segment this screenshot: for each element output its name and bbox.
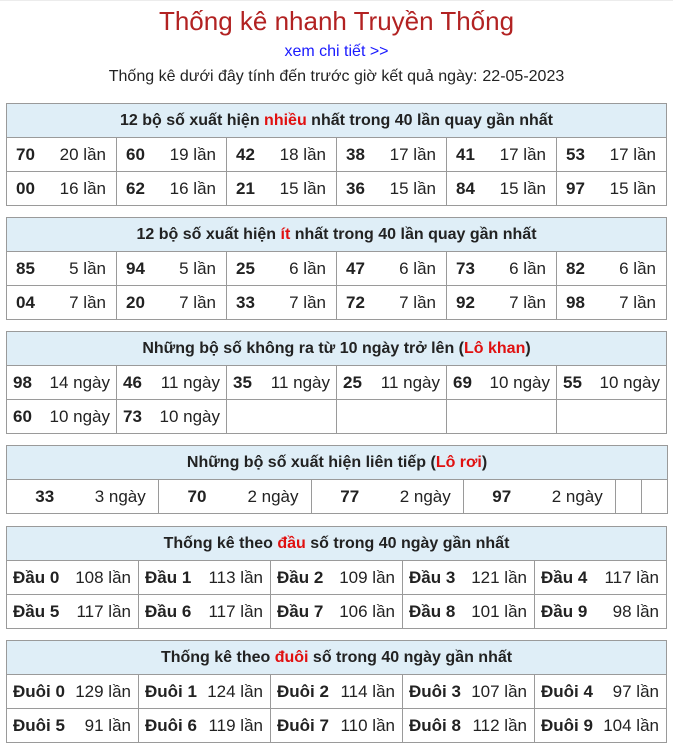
- count: 15 lần: [389, 178, 436, 198]
- stat-cell: [337, 286, 447, 320]
- number: 82: [566, 258, 585, 278]
- number: 77: [340, 486, 360, 506]
- stat-cell: [117, 400, 227, 434]
- digit-label: Đuôi 4: [541, 681, 593, 701]
- count: 7 lần: [179, 292, 216, 312]
- header-text: Những bộ số không ra từ 10 ngày trở lên (: [142, 339, 464, 357]
- table-row: [7, 252, 667, 286]
- count: 129 lần: [75, 681, 131, 701]
- number: 84: [456, 178, 475, 198]
- stat-cell: [403, 595, 535, 629]
- stat-cell: [557, 286, 667, 320]
- digit-label: Đuôi 0: [13, 681, 65, 701]
- count: 16 lần: [59, 178, 106, 198]
- count: 6 lần: [399, 258, 436, 278]
- stat-cell: [271, 561, 403, 595]
- table-row: [7, 400, 667, 434]
- table-row: [7, 675, 667, 709]
- digit-label: Đầu 8: [409, 601, 456, 621]
- count: 11 ngày: [160, 372, 220, 392]
- number: 33: [236, 292, 255, 312]
- number: 98: [566, 292, 585, 312]
- head-digit-header: [7, 527, 667, 561]
- number: 36: [346, 178, 365, 198]
- header-text: 12 bộ số xuất hiện: [136, 225, 281, 243]
- stat-cell: [117, 172, 227, 206]
- count: 101 lần: [471, 601, 527, 621]
- header-highlight: đuôi: [274, 648, 309, 666]
- number: 62: [126, 178, 145, 198]
- stat-cell: [464, 480, 616, 514]
- stat-cell: [117, 138, 227, 172]
- count: 17 lần: [499, 144, 546, 164]
- head-digit-table: [6, 526, 667, 629]
- number: 72: [346, 292, 365, 312]
- stat-cell: [403, 675, 535, 709]
- stat-cell: [139, 675, 271, 709]
- stat-cell: [337, 252, 447, 286]
- view-details-link[interactable]: xem chi tiết >>: [284, 43, 389, 60]
- number: 69: [453, 372, 472, 392]
- tail-digit-header: [7, 641, 667, 675]
- number: 97: [566, 178, 585, 198]
- stat-cell: [337, 138, 447, 172]
- header-highlight: ít: [280, 225, 291, 243]
- header-text: số trong 40 ngày gần nhất: [305, 534, 510, 552]
- table-row: [7, 286, 667, 320]
- stat-cell: [557, 172, 667, 206]
- date-value: 22-05-2023: [482, 68, 565, 85]
- table-row: [7, 366, 667, 400]
- digit-label: Đầu 6: [145, 601, 192, 621]
- header-text: Thống kê theo: [160, 648, 275, 666]
- count: 91 lần: [84, 715, 131, 735]
- page-title: Thống kê nhanh Truyền Thống: [158, 6, 515, 36]
- stat-cell: [535, 595, 667, 629]
- number: 46: [123, 372, 142, 392]
- digit-label: Đầu 0: [13, 567, 60, 587]
- stat-cell: [337, 366, 447, 400]
- stat-cell: [7, 675, 139, 709]
- stat-cell: [557, 138, 667, 172]
- digit-label: Đầu 5: [13, 601, 60, 621]
- stat-cell: [139, 561, 271, 595]
- stat-cell: [403, 561, 535, 595]
- count: 124 lần: [207, 681, 263, 701]
- stat-cell: [535, 561, 667, 595]
- stat-cell: [447, 366, 557, 400]
- digit-label: Đầu 2: [277, 567, 324, 587]
- number: 98: [13, 372, 32, 392]
- digit-label: Đuôi 3: [409, 681, 461, 701]
- stat-cell: [403, 709, 535, 743]
- digit-label: Đuôi 7: [277, 715, 329, 735]
- header-highlight: Lô rơi: [435, 453, 482, 471]
- stat-cell: [7, 286, 117, 320]
- tail-digit-table: [6, 640, 667, 743]
- count: 2 ngày: [247, 486, 299, 506]
- number: 04: [16, 292, 35, 312]
- count: 11 ngày: [380, 372, 440, 392]
- count: 10 ngày: [159, 406, 220, 426]
- digit-label: Đuôi 6: [145, 715, 197, 735]
- empty-cell: [447, 400, 557, 434]
- number: 55: [563, 372, 582, 392]
- number: 33: [35, 486, 55, 506]
- digit-label: Đầu 3: [409, 567, 456, 587]
- count: 15 lần: [499, 178, 546, 198]
- count: 98 lần: [612, 601, 659, 621]
- number: 25: [236, 258, 255, 278]
- count: 14 ngày: [49, 372, 110, 392]
- number: 97: [492, 486, 512, 506]
- table-row: [7, 138, 667, 172]
- count: 6 lần: [289, 258, 326, 278]
- number: 73: [123, 406, 142, 426]
- digit-label: Đầu 4: [541, 567, 588, 587]
- count: 108 lần: [75, 567, 131, 587]
- stat-cell: [337, 172, 447, 206]
- number: 53: [566, 144, 585, 164]
- stat-cell: [7, 595, 139, 629]
- count: 17 lần: [609, 144, 656, 164]
- empty-cell: [227, 400, 337, 434]
- count: 18 lần: [279, 144, 326, 164]
- number: 94: [126, 258, 145, 278]
- table-row: [7, 709, 667, 743]
- stat-cell: [117, 252, 227, 286]
- table-row: [7, 595, 667, 629]
- count: 106 lần: [339, 601, 395, 621]
- count: 5 lần: [69, 258, 106, 278]
- count: 97 lần: [612, 681, 659, 701]
- number: 41: [456, 144, 475, 164]
- header-text: ): [481, 453, 488, 471]
- stat-cell: [447, 286, 557, 320]
- number: 92: [456, 292, 475, 312]
- count: 7 lần: [69, 292, 106, 312]
- most-frequent-header: [7, 104, 667, 138]
- number: 60: [126, 144, 145, 164]
- stat-cell: [139, 709, 271, 743]
- date-line: [0, 68, 673, 86]
- count: 11 ngày: [270, 372, 330, 392]
- top-rule: [0, 0, 673, 1]
- header-text: Những bộ số xuất hiện liên tiếp (: [186, 453, 436, 471]
- number: 20: [126, 292, 145, 312]
- least-frequent-header: [7, 218, 667, 252]
- number: 21: [236, 178, 255, 198]
- count: 10 ngày: [49, 406, 110, 426]
- least-frequent-table: [6, 217, 667, 320]
- count: 2 ngày: [399, 486, 451, 506]
- header-text: Thống kê theo: [163, 534, 278, 552]
- count: 15 lần: [279, 178, 326, 198]
- count: 5 lần: [179, 258, 216, 278]
- stat-cell: [271, 709, 403, 743]
- count: 113 lần: [208, 567, 263, 587]
- empty-cell: [557, 400, 667, 434]
- number: 00: [16, 178, 35, 198]
- most-frequent-table: [6, 103, 667, 206]
- digit-label: Đầu 7: [277, 601, 324, 621]
- stat-cell: [447, 252, 557, 286]
- stat-cell: [447, 138, 557, 172]
- stat-cell: [312, 480, 464, 514]
- number: 70: [187, 486, 207, 506]
- stat-cell: [117, 366, 227, 400]
- stat-cell: [227, 252, 337, 286]
- header-highlight: đầu: [277, 534, 306, 552]
- count: 15 lần: [609, 178, 656, 198]
- stat-cell: [535, 709, 667, 743]
- stat-cell: [7, 709, 139, 743]
- count: 110 lần: [340, 715, 395, 735]
- stat-cell: [139, 595, 271, 629]
- table-row: [7, 172, 667, 206]
- count: 7 lần: [619, 292, 656, 312]
- number: 47: [346, 258, 365, 278]
- digit-label: Đuôi 8: [409, 715, 461, 735]
- header-text: nhất trong 40 lần quay gần nhất: [290, 225, 537, 243]
- number: 25: [343, 372, 362, 392]
- count: 7 lần: [289, 292, 326, 312]
- lo-roi-table: [6, 445, 668, 514]
- header-highlight: Lô khan: [464, 339, 526, 357]
- number: 35: [233, 372, 252, 392]
- digit-label: Đuôi 2: [277, 681, 329, 701]
- digit-label: Đầu 1: [145, 567, 192, 587]
- table-row: [7, 561, 667, 595]
- stat-cell: [271, 675, 403, 709]
- number: 60: [13, 406, 32, 426]
- number: 73: [456, 258, 475, 278]
- count: 117 lần: [208, 601, 263, 621]
- stat-cell: [227, 172, 337, 206]
- count: 119 lần: [208, 715, 263, 735]
- stat-cell: [557, 366, 667, 400]
- count: 7 lần: [399, 292, 436, 312]
- count: 17 lần: [389, 144, 436, 164]
- count: 10 ngày: [599, 372, 660, 392]
- header-text: 12 bộ số xuất hiện: [120, 111, 265, 129]
- count: 20 lần: [59, 144, 106, 164]
- count: 6 lần: [619, 258, 656, 278]
- count: 19 lần: [169, 144, 216, 164]
- lo-khan-table: [6, 331, 667, 434]
- count: 2 ngày: [551, 486, 603, 506]
- empty-cell: [616, 480, 642, 514]
- digit-label: Đuôi 5: [13, 715, 65, 735]
- header-text: nhất trong 40 lần quay gần nhất: [306, 111, 553, 129]
- lo-khan-header: [7, 332, 667, 366]
- stat-cell: [271, 595, 403, 629]
- count: 104 lần: [603, 715, 659, 735]
- header-text: số trong 40 ngày gần nhất: [308, 648, 513, 666]
- date-label: Thống kê dưới đây tính đến trước giờ kết quả ngày:: [108, 68, 478, 85]
- count: 114 lần: [340, 681, 395, 701]
- number: 38: [346, 144, 365, 164]
- stat-cell: [227, 138, 337, 172]
- number: 85: [16, 258, 35, 278]
- count: 117 lần: [604, 567, 659, 587]
- digit-label: Đuôi 1: [145, 681, 197, 701]
- count: 6 lần: [509, 258, 546, 278]
- stat-cell: [7, 366, 117, 400]
- stat-cell: [227, 286, 337, 320]
- table-row: [7, 480, 668, 514]
- stat-cell: [117, 286, 227, 320]
- stat-cell: [7, 138, 117, 172]
- stat-cell: [447, 172, 557, 206]
- stat-cell: [7, 172, 117, 206]
- lo-roi-header: [7, 446, 668, 480]
- count: 3 ngày: [94, 486, 146, 506]
- count: 7 lần: [509, 292, 546, 312]
- stat-cell: [7, 480, 159, 514]
- stat-cell: [159, 480, 312, 514]
- stat-cell: [7, 400, 117, 434]
- stat-cell: [557, 252, 667, 286]
- count: 112 lần: [472, 715, 527, 735]
- number: 70: [16, 144, 35, 164]
- stat-cell: [535, 675, 667, 709]
- empty-cell: [337, 400, 447, 434]
- count: 10 ngày: [489, 372, 550, 392]
- count: 16 lần: [169, 178, 216, 198]
- header-text: ): [525, 339, 531, 357]
- stat-cell: [7, 252, 117, 286]
- count: 107 lần: [471, 681, 527, 701]
- count: 117 lần: [76, 601, 131, 621]
- count: 109 lần: [339, 567, 395, 587]
- digit-label: Đầu 9: [541, 601, 588, 621]
- stat-cell: [7, 561, 139, 595]
- header-highlight: nhiều: [264, 111, 307, 129]
- number: 42: [236, 144, 255, 164]
- digit-label: Đuôi 9: [541, 715, 593, 735]
- stat-cell: [227, 366, 337, 400]
- empty-cell: [642, 480, 668, 514]
- count: 121 lần: [471, 567, 527, 587]
